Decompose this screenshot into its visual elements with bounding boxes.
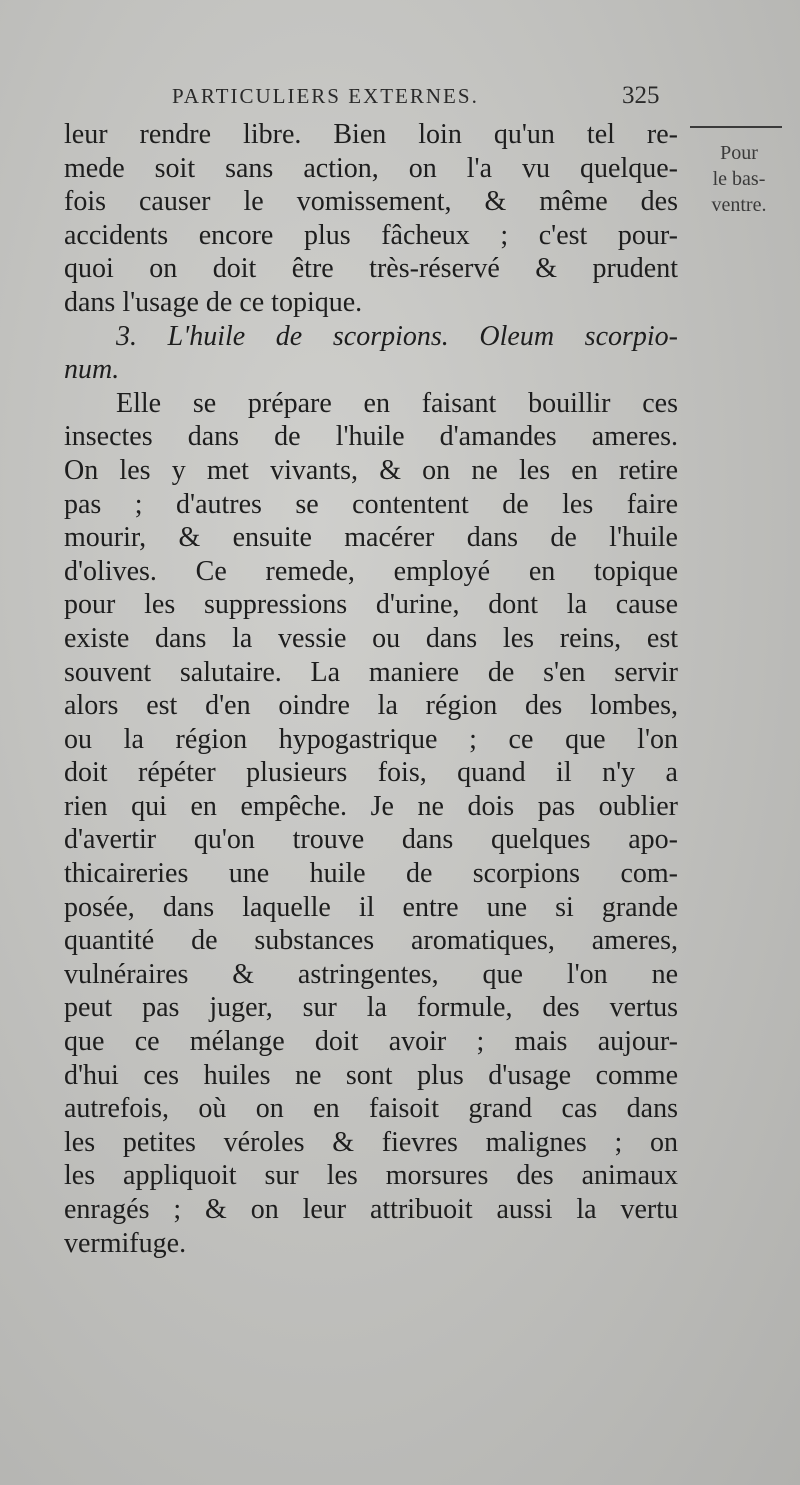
page-number: 325 bbox=[622, 82, 660, 109]
text-line: vulnéraires & astringentes, que l'on ne bbox=[64, 958, 678, 990]
text-line: dans l'usage de ce topique. bbox=[64, 286, 363, 318]
text-line: insectes dans de l'huile d'amandes ameres. bbox=[64, 421, 678, 453]
text-line: thicaireries une huile de scorpions com- bbox=[64, 858, 678, 890]
text-line: souvent salutaire. La maniere de s'en servir bbox=[64, 656, 678, 688]
text-line: autrefois, où on en faisoit grand cas dans bbox=[64, 1093, 678, 1125]
margin-note-line: ventre. bbox=[711, 194, 767, 216]
margin-note bbox=[684, 140, 794, 218]
margin-note-line: le bas- bbox=[712, 168, 766, 190]
text-line: les appliquoit sur les morsures des animaux bbox=[64, 1160, 678, 1192]
text-line: mede soit sans action, on l'a vu quelque- bbox=[64, 152, 678, 184]
text-line: rien qui en empêche. Je ne dois pas oublier bbox=[64, 790, 678, 822]
text-line: quantité de substances aromatiques, ameres, bbox=[64, 925, 678, 957]
margin-rule bbox=[690, 126, 782, 128]
text-line: posée, dans laquelle il entre une si grande bbox=[64, 891, 678, 923]
text-line: peut pas juger, sur la formule, des vertus bbox=[64, 992, 678, 1024]
text-line: accidents encore plus fâcheux ; c'est pour- bbox=[64, 219, 678, 251]
text-line: enragés ; & on leur attribuoit aussi la vertu bbox=[64, 1194, 678, 1225]
text-line: leur rendre libre. Bien loin qu'un tel re- bbox=[64, 119, 678, 150]
text-line: que ce mélange doit avoir ; mais aujour- bbox=[64, 1026, 678, 1058]
text-line: pas ; d'autres se contentent de les faire bbox=[64, 488, 678, 520]
body-text bbox=[64, 118, 678, 1260]
text-line: ou la région hypogastrique ; ce que l'on bbox=[64, 723, 678, 755]
text-line: doit répéter plusieurs fois, quand il n'y a bbox=[64, 757, 678, 789]
text-line: vermifuge. bbox=[64, 1227, 187, 1259]
text-line: fois causer le vomissement, & même des bbox=[64, 186, 678, 218]
text-line: d'olives. Ce remede, employé en topique bbox=[64, 555, 678, 587]
text-line: existe dans la vessie ou dans les reins, est bbox=[64, 622, 678, 654]
text-line: quoi on doit être très-réservé & prudent bbox=[64, 253, 678, 285]
text-line: alors est d'en oindre la région des lombes, bbox=[64, 690, 678, 722]
text-line-italic-heading: num. bbox=[64, 354, 120, 386]
text-line: pour les suppressions d'urine, dont la cause bbox=[64, 589, 678, 621]
running-head: PARTICULIERS EXTERNES. bbox=[172, 84, 479, 108]
text-line: mourir, & ensuite macérer dans de l'huile bbox=[64, 522, 678, 554]
text-line: les petites véroles & fievres malignes ; on bbox=[64, 1126, 678, 1158]
text-line: d'hui ces huiles ne sont plus d'usage comme bbox=[64, 1059, 678, 1091]
text-line: Elle se prépare en faisant bouillir ces bbox=[116, 387, 678, 419]
margin-note-line: Pour bbox=[720, 142, 758, 164]
text-line: On les y met vivants, & on ne les en retire bbox=[64, 454, 678, 486]
text-line-italic-heading: 3. L'huile de scorpions. Oleum scorpio- bbox=[116, 320, 678, 352]
text-line: d'avertir qu'on trouve dans quelques apo- bbox=[64, 824, 678, 856]
